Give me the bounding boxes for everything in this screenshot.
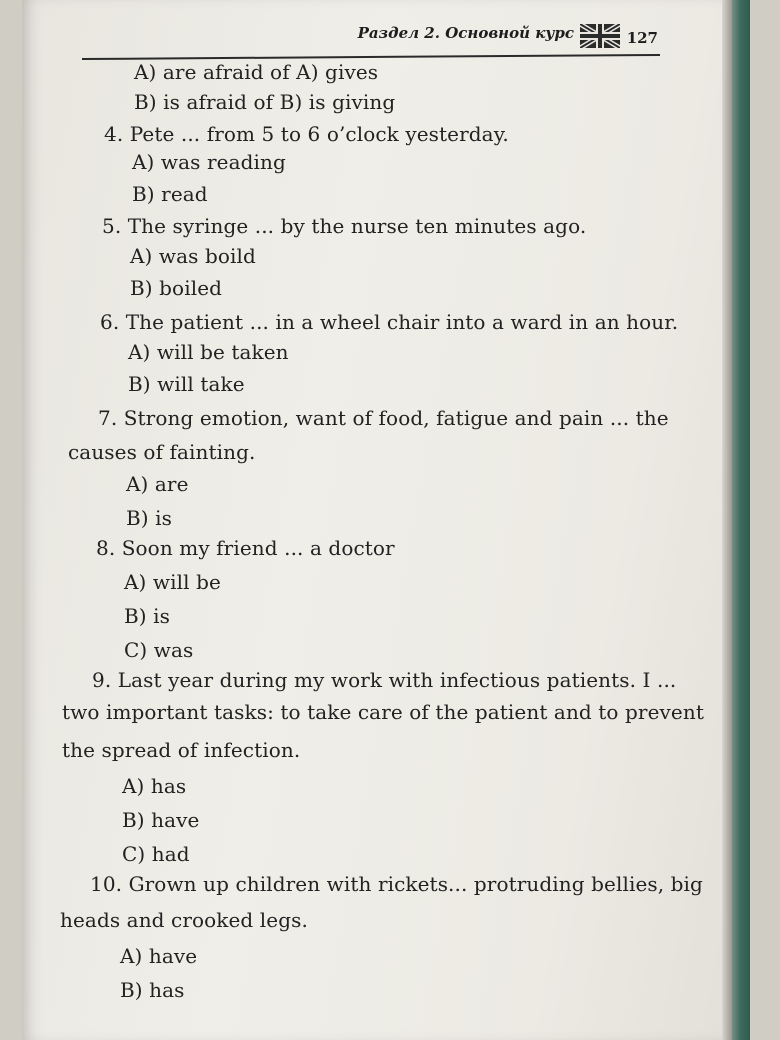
question-5: 5. The syringe ... by the nurse ten minutes ago. [102, 214, 587, 238]
answer-option: A) has [122, 774, 187, 798]
question-9-cont: the spread of infection. [62, 738, 301, 762]
question-9: 9. Last year during my work with infectious patients. I ... [92, 668, 677, 692]
question-7-cont: causes of fainting. [68, 440, 256, 464]
question-6: 6. The patient ... in a wheel chair into a ward in an hour. [100, 310, 679, 334]
answer-option: C) had [122, 842, 190, 866]
question-8: 8. Soon my friend ... a doctor [96, 536, 395, 560]
answer-option: A) will be [124, 570, 221, 594]
answer-option: B) boiled [130, 276, 223, 300]
answer-option: A) will be taken [128, 340, 289, 364]
question-10: 10. Grown up children with rickets... protruding bellies, big [90, 872, 703, 896]
section-title: Раздел 2. Основной курс [357, 24, 574, 42]
uk-flag-icon [580, 24, 620, 48]
question-7: 7. Strong emotion, want of food, fatigue and pain ... the [98, 406, 669, 430]
question-9-cont: two important tasks: to take care of the patient and to prevent [62, 700, 704, 724]
page-edge [722, 0, 732, 1040]
answer-option: B) is [124, 604, 171, 628]
answer-option: B) read [132, 182, 208, 206]
book-page [22, 0, 750, 1040]
answer-option: B) is afraid of B) is giving [134, 90, 396, 114]
answer-option: A) are afraid of A) gives [134, 60, 379, 84]
answer-option: B) has [120, 978, 185, 1002]
question-4: 4. Pete ... from 5 to 6 o’clock yesterday. [104, 122, 509, 146]
answer-option: B) have [122, 808, 200, 832]
book-cover-edge [732, 0, 750, 1040]
page-header [82, 18, 660, 58]
answer-option: A) are [126, 472, 189, 496]
answer-option: A) have [120, 944, 198, 968]
answer-option: B) will take [128, 372, 245, 396]
page-number: 127 [626, 29, 658, 47]
answer-option: C) was [124, 638, 194, 662]
answer-option: A) was reading [132, 150, 286, 174]
answer-option: B) is [126, 506, 173, 530]
answer-option: A) was boild [130, 244, 256, 268]
question-10-cont: heads and crooked legs. [60, 908, 308, 932]
